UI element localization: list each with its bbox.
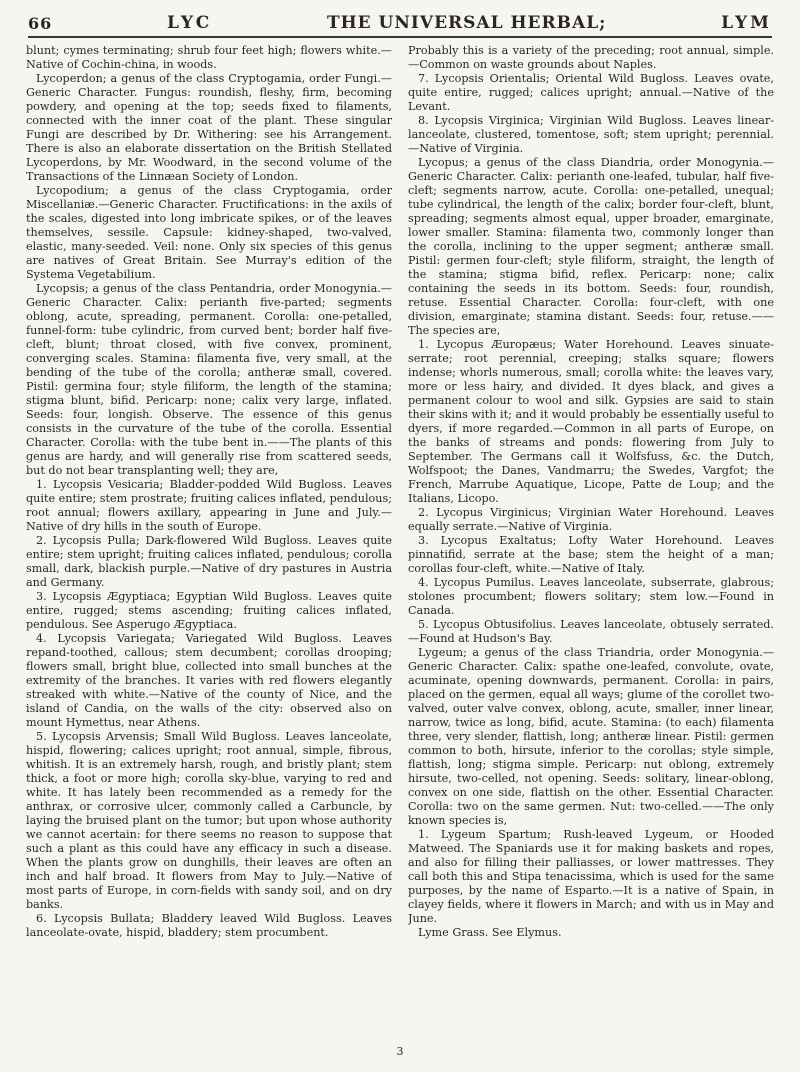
paragraph: 8. Lycopsis Virginica; Virginian Wild Bugloss. Leaves linear-lanceolate, clustered, tomentose, soft; stem upright; perennial.—Native of Virginia. (408, 114, 774, 155)
paragraph: 1. Lycopus Æuropæus; Water Horehound. Leaves sinuate-serrate; root perennial, creeping; stalks square; flowers indense; whorls numerous, small; corolla white: the leaves vary, more or less hairy, and divided. It dyes black, and gives a permanent colour to wool and silk. Gypsies are said to stain their skins with it; and it would probably be essentially useful to dyers, if more regarded.—Common in all parts of Europe, on the banks of streams and ponds: flowering from July to September. The Germans call it Wolfsfuss, &c. the Dutch, Wolfspoot; the Danes, Vandmarru; the Swedes, Vargfot; the French, Marrube Aquatique, Licope, Patte de Loup; and the Italians, Licopo. (408, 338, 774, 505)
running-head-left: LYC (167, 13, 213, 33)
left-column (26, 44, 392, 1036)
paragraph: Lycopus; a genus of the class Diandria, order Monogynia.—Generic Character. Calix: perianth one-leafed, tubular, half five-cleft; segments narrow, acute. Corolla: one-petalled, unequal; tube cylindrical, the length of the calix; border four-cleft, blunt, spreading; segments almost equal, upper broader, emarginate, lower smaller. Stamina: filamenta two, commonly longer than the corolla, inclining to the upper segment; antheræ small. Pistil: germen four-cleft; style filiform, straight, the length of the stamina; stigma bifid, reflex. Pericarp: none; calix containing the seeds in its bottom. Seeds: four, roundish, retuse. Essential Character. Corolla: four-cleft, with one division, emarginate; stamina distant. Seeds: four, retuse.——The species are, (408, 156, 774, 337)
paragraph: 6. Lycopsis Bullata; Bladdery leaved Wild Bugloss. Leaves lanceolate-ovate, hispid, bladdery; stem procumbent. (26, 912, 392, 939)
right-column (408, 44, 774, 1036)
paragraph: 4. Lycopus Pumilus. Leaves lanceolate, subserrate, glabrous; stolones procumbent; flowers solitary; stem low.—Found in Canada. (408, 576, 774, 617)
paragraph: Lycoperdon; a genus of the class Cryptogamia, order Fungi.—Generic Character. Fungus: roundish, fleshy, firm, becoming powdery, and opening at the top; seeds fixed to filaments, connected with the inner coat of the plant. These singular Fungi are described by Dr. Withering: see his Arrangement. There is also an elaborate dissertation on the British Stellated Lycoperdons, by Mr. Woodward, in the second volume of the Transactions of the Linnæan Society of London. (26, 72, 392, 183)
paragraph: 1. Lycopsis Vesicaria; Bladder-podded Wild Bugloss. Leaves quite entire; stem prostrate; fruiting calices inflated, pendulous; root annual; flowers axillary, appearing in June and July.—Native of dry hills in the south of Europe. (26, 478, 392, 533)
running-header (28, 10, 772, 38)
paragraph: 5. Lycopus Obtusifolius. Leaves lanceolate, obtusely serrated.—Found at Hudson's Bay. (408, 618, 774, 645)
paragraph: Lygeum; a genus of the class Triandria, order Monogynia.—Generic Character. Calix: spathe one-leafed, convolute, ovate, acuminate, opening downwards, permanent. Corolla: in pairs, placed on the germen, equal all ways; glume of the corollet two-valved, outer valve convex, oblong, acute, smaller, inner linear, narrow, twice as long, bifid, acute. Stamina: (to each) filamenta three, very slender, flattish, long; antheræ linear. Pistil: germen common to both, hirsute, inferior to the corollas; style simple, flattish, long; stigma simple. Pericarp: nut oblong, extremely hirsute, two-celled, not opening. Seeds: solitary, linear-oblong, convex on one side, flattish on the other. Essential Character. Corolla: two on the same germen. Nut: two-celled.——The only known species is, (408, 646, 774, 827)
paragraph: 5. Lycopsis Arvensis; Small Wild Bugloss. Leaves lanceolate, hispid, flowering; calices upright; root annual, simple, fibrous, whitish. It is an extremely harsh, rough, and bristly plant; stem thick, a foot or more high; corolla sky-blue, varying to red and white. It has lately been recommended as a remedy for the anthrax, or corrosive ulcer, commonly called a Carbuncle, by laying the bruised plant on the tumor; but upon whose authority we cannot acertain: for there seems no reason to suppose that such a plant as this could have any efficacy in such a disease. When the plants grow on dunghills, their leaves are often an inch and half broad. It flowers from May to July.—Native of most parts of Europe, in corn-fields with sandy soil, and on dry banks. (26, 730, 392, 911)
paragraph: 4. Lycopsis Variegata; Variegated Wild Bugloss. Leaves repand-toothed, callous; stem decumbent; corollas drooping; flowers small, bright blue, collected into small bunches at the extremity of the branches. It varies with red flowers elegantly streaked with white.—Native of the county of Nice, and the island of Candia, on the walls of the city: observed also on mount Hymettus, near Athens. (26, 632, 392, 729)
page-title: THE UNIVERSAL HERBAL; (326, 13, 607, 33)
running-head-right: LYM (721, 13, 772, 33)
paragraph: 2. Lycopus Virginicus; Virginian Water Horehound. Leaves equally serrate.—Native of Virginia. (408, 506, 774, 533)
page-number: 66 (28, 13, 53, 33)
paragraph: 7. Lycopsis Orientalis; Oriental Wild Bugloss. Leaves ovate, quite entire, rugged; calices upright; annual.—Native of the Levant. (408, 72, 774, 113)
paragraph: 3. Lycopsis Ægyptiaca; Egyptian Wild Bugloss. Leaves quite entire, rugged; stems ascending; fruiting calices inflated, pendulous. See Asperugo Ægyptiaca. (26, 590, 392, 631)
paragraph: Lycopodium; a genus of the class Cryptogamia, order Miscellaniæ.—Generic Character. Fructifications: in the axils of the scales, digested into long imbricate spikes, or of the leaves themselves, sessile. Capsule: kidney-shaped, two-valved, elastic, many-seeded. Veil: none. Only six species of this genus are natives of Great Britain. See Murray's edition of the Systema Vegetabilium. (26, 184, 392, 281)
paragraph: 2. Lycopsis Pulla; Dark-flowered Wild Bugloss. Leaves quite entire; stem upright; fruiting calices inflated, pendulous; corolla small, dark, blackish purple.—Native of dry pastures in Austria and Germany. (26, 534, 392, 589)
paragraph: Lycopsis; a genus of the class Pentandria, order Monogynia.—Generic Character. Calix: perianth five-parted; segments oblong, acute, spreading, permanent. Corolla: one-petalled, funnel-form: tube cylindric, from curved bent; border half five-cleft, blunt; throat closed, with five convex, prominent, converging scales. Stamina: filamenta five, very small, at the bending of the tube of the corolla; antheræ small, covered. Pistil: germina four; style filiform, the length of the stamina; stigma blunt, bifid. Pericarp: none; calix very large, inflated. Seeds: four, longish. Observe. The essence of this genus consists in the curvature of the tube of the corolla. Essential Character. Corolla: with the tube bent in.——The plants of this genus are hardy, and will generally rise from scattered seeds, but do not bear transplanting well; they are, (26, 282, 392, 477)
signature-mark: 3 (396, 1045, 404, 1058)
paragraph: Lyme Grass. See Elymus. (418, 926, 562, 939)
paragraph: 3. Lycopus Exaltatus; Lofty Water Horehound. Leaves pinnatifid, serrate at the base; stem the height of a man; corollas four-cleft, white.—Native of Italy. (408, 534, 774, 575)
text-columns (26, 44, 774, 1036)
paragraph: Probably this is a variety of the preceding; root annual, simple.—Common on waste grounds about Naples. (408, 44, 774, 71)
paragraph: 1. Lygeum Spartum; Rush-leaved Lygeum, or Hooded Matweed. The Spaniards use it for making baskets and ropes, and also for filling their palliasses, or lower mattresses. They call both this and Stipa tenacissima, which is used for the same purposes, by the name of Esparto.—It is a native of Spain, in clayey fields, where it flowers in March; and with us in May and June. (408, 828, 774, 925)
paragraph: blunt; cymes terminating; shrub four feet high; flowers white.—Native of Cochin-china, in woods. (26, 44, 392, 71)
